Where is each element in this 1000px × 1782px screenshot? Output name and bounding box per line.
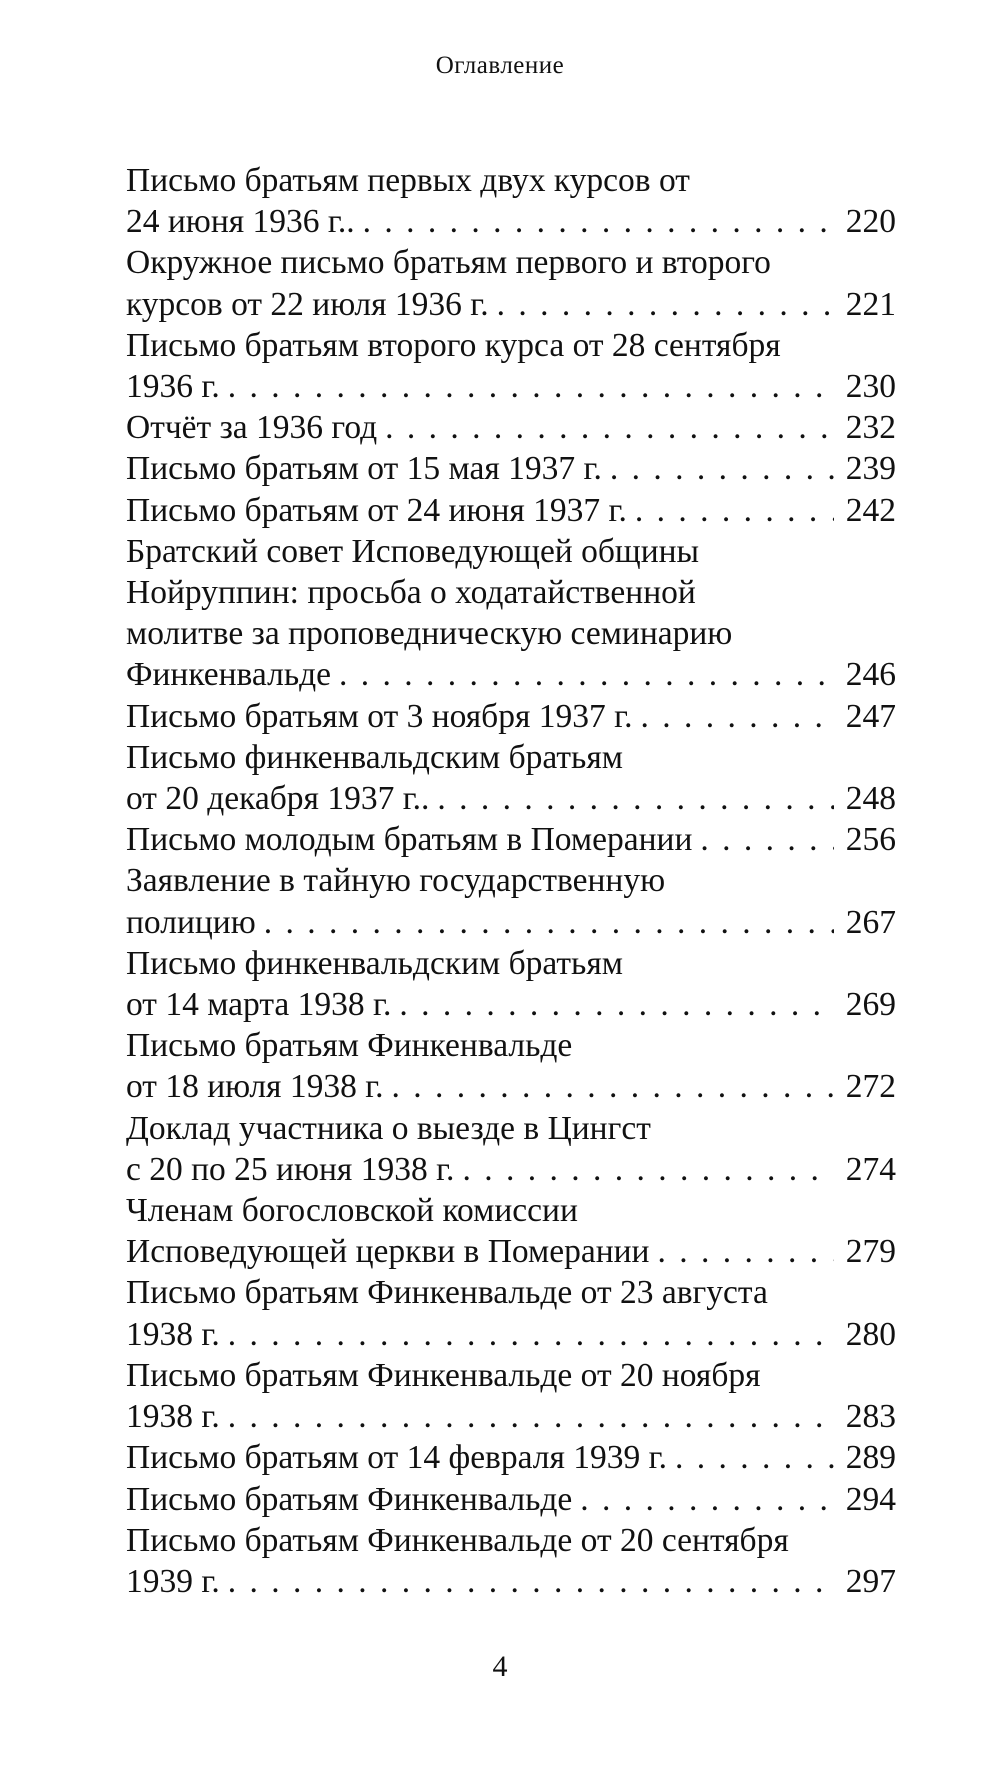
dot-leader bbox=[384, 1066, 834, 1107]
toc-entry-title-line: Письмо братьям Финкенвальде от 20 ноября bbox=[126, 1356, 761, 1394]
toc-entry-last-line bbox=[126, 1314, 896, 1355]
dot-leader bbox=[667, 1437, 834, 1478]
toc-entry-title-line: от 20 декабря 1937 г.. bbox=[126, 780, 430, 818]
toc-entry bbox=[126, 860, 896, 942]
toc-entry bbox=[126, 1437, 896, 1478]
toc-entry-title-line: Письмо братьям от 15 мая 1937 г. bbox=[126, 450, 602, 488]
toc-entry-page-number: 247 bbox=[845, 697, 896, 735]
toc-entry-last-line bbox=[126, 490, 896, 531]
toc-entry-page-number: 246 bbox=[845, 656, 896, 694]
toc-entry-title-line: полицию bbox=[126, 903, 256, 941]
toc-entry-title-line: Письмо братьям от 14 февраля 1939 г. bbox=[126, 1439, 668, 1477]
page-number: 4 bbox=[492, 1650, 508, 1683]
toc-entry-last-line bbox=[126, 448, 896, 489]
toc-entry bbox=[126, 407, 896, 448]
toc-entry-title-line: с 20 по 25 июня 1938 г. bbox=[126, 1150, 455, 1188]
toc-entry-title-line: Финкенвальде bbox=[126, 656, 332, 694]
toc-entry-title-line: Письмо финкенвальдским братьям bbox=[126, 944, 623, 982]
toc-entry bbox=[126, 737, 896, 819]
toc-entry bbox=[126, 490, 896, 531]
dot-leader bbox=[454, 1149, 834, 1190]
toc-entry-last-line bbox=[126, 1561, 896, 1602]
toc-entry-page-number: 242 bbox=[845, 491, 896, 529]
toc-entry-title-line: Письмо финкенвальдским братьям bbox=[126, 738, 623, 776]
toc-entry-title-line: Нойруппин: просьба о ходатайственной bbox=[126, 574, 696, 612]
toc-entry-title-line: Заявление в тайную государственную bbox=[126, 862, 666, 900]
toc-entry-last-line bbox=[126, 201, 896, 242]
toc-entry-last-line bbox=[126, 819, 896, 860]
toc-entry-title-line: Письмо братьям Финкенвальде от 23 августа bbox=[126, 1274, 768, 1312]
toc-entry-page-number: 274 bbox=[845, 1150, 896, 1188]
toc-entry-title-line: курсов от 22 июля 1936 г. bbox=[126, 285, 489, 323]
toc-entry bbox=[126, 1272, 896, 1354]
toc-entry-last-line bbox=[126, 1479, 896, 1520]
toc-entry-page-number: 283 bbox=[845, 1398, 896, 1436]
toc-entry-title-line: 1938 г. bbox=[126, 1398, 220, 1436]
toc-entry-title-line: Письмо братьям Финкенвальде bbox=[126, 1480, 573, 1518]
dot-leader bbox=[632, 696, 834, 737]
toc-entry bbox=[126, 819, 896, 860]
toc-entry-title-line: 1938 г. bbox=[126, 1315, 220, 1353]
toc-entry bbox=[126, 696, 896, 737]
toc-entry-title-line: от 18 июля 1938 г. bbox=[126, 1068, 384, 1106]
toc-entry-title-line: Отчёт за 1936 год bbox=[126, 409, 378, 447]
toc-entry-title-line: Письмо молодым братьям в Померании bbox=[126, 821, 693, 859]
toc-entry bbox=[126, 325, 896, 407]
dot-leader bbox=[220, 1314, 834, 1355]
toc-entry-page-number: 279 bbox=[845, 1233, 896, 1271]
dot-leader bbox=[220, 366, 834, 407]
toc-entry-last-line bbox=[126, 654, 896, 695]
dot-leader bbox=[692, 819, 834, 860]
dot-leader bbox=[331, 654, 834, 695]
toc-entry bbox=[126, 160, 896, 242]
running-head: Оглавление bbox=[435, 52, 565, 79]
toc-entry-last-line bbox=[126, 284, 896, 325]
toc-entry-last-line bbox=[126, 1149, 896, 1190]
toc-entry-page-number: 221 bbox=[845, 285, 896, 323]
toc-entry-last-line bbox=[126, 407, 896, 448]
toc-entry-title-line: Письмо братьям второго курса от 28 сентября bbox=[126, 326, 781, 364]
toc-entry-last-line bbox=[126, 1396, 896, 1437]
toc-entry-title-line: 1939 г. bbox=[126, 1562, 220, 1600]
toc-entry-title-line: от 14 марта 1938 г. bbox=[126, 986, 392, 1024]
toc-entry-title-line: Исповедующей церкви в Померании bbox=[126, 1233, 650, 1271]
toc-entry-page-number: 272 bbox=[845, 1068, 896, 1106]
toc-entry-last-line bbox=[126, 778, 896, 819]
dot-leader bbox=[391, 984, 834, 1025]
toc-entry-page-number: 248 bbox=[845, 780, 896, 818]
toc-entry-title-line: 1936 г. bbox=[126, 368, 220, 406]
toc-entry-last-line bbox=[126, 696, 896, 737]
toc-entry-title-line: Доклад участника о выезде в Цингст bbox=[126, 1109, 651, 1147]
dot-leader bbox=[256, 902, 834, 943]
dot-leader bbox=[377, 407, 834, 448]
toc-entry bbox=[126, 1190, 896, 1272]
toc-entry-last-line bbox=[126, 1066, 896, 1107]
toc-entry-title-line: 24 июня 1936 г.. bbox=[126, 203, 355, 241]
toc-entry-title-line: Окружное письмо братьям первого и второго bbox=[126, 244, 771, 282]
dot-leader bbox=[429, 778, 834, 819]
dot-leader bbox=[220, 1396, 834, 1437]
toc-entry bbox=[126, 1108, 896, 1190]
dot-leader bbox=[489, 284, 834, 325]
toc-entry bbox=[126, 242, 896, 324]
toc-entry-page-number: 269 bbox=[845, 986, 896, 1024]
toc-entry-page-number: 232 bbox=[845, 409, 896, 447]
toc-entry bbox=[126, 943, 896, 1025]
toc-entry bbox=[126, 1479, 896, 1520]
dot-leader bbox=[602, 448, 834, 489]
toc-entry bbox=[126, 531, 896, 696]
toc-entry-title-line: Письмо братьям Финкенвальде от 20 сентября bbox=[126, 1521, 789, 1559]
toc-entry-title-line: молитве за проповедническую семинарию bbox=[126, 615, 733, 653]
toc-entry-page-number: 256 bbox=[845, 821, 896, 859]
toc-entry-title-line: Письмо братьям от 24 июня 1937 г. bbox=[126, 491, 627, 529]
toc-entry-title-line: Письмо братьям от 3 ноября 1937 г. bbox=[126, 697, 633, 735]
toc-entry-last-line bbox=[126, 902, 896, 943]
toc-entry-last-line bbox=[126, 366, 896, 407]
toc-entry bbox=[126, 1355, 896, 1437]
table-of-contents bbox=[126, 160, 896, 1602]
dot-leader bbox=[355, 201, 834, 242]
toc-entry-title-line: Письмо братьям первых двух курсов от bbox=[126, 162, 690, 199]
toc-entry-page-number: 239 bbox=[845, 450, 896, 488]
toc-entry-title-line: Членам богословской комиссии bbox=[126, 1192, 578, 1230]
toc-entry-page-number: 280 bbox=[845, 1315, 896, 1353]
toc-entry-page-number: 297 bbox=[845, 1562, 896, 1600]
dot-leader bbox=[220, 1561, 834, 1602]
toc-entry-title-line: Братский совет Исповедующей общины bbox=[126, 532, 700, 570]
toc-entry-page-number: 267 bbox=[845, 903, 896, 941]
toc-entry-last-line bbox=[126, 1231, 896, 1272]
dot-leader bbox=[572, 1479, 834, 1520]
toc-entry-page-number: 294 bbox=[845, 1480, 896, 1518]
toc-entry-page-number: 220 bbox=[845, 203, 896, 241]
toc-entry-page-number: 289 bbox=[845, 1439, 896, 1477]
toc-entry bbox=[126, 1520, 896, 1602]
toc-entry-page-number: 230 bbox=[845, 368, 896, 406]
toc-entry-title-line: Письмо братьям Финкенвальде bbox=[126, 1027, 573, 1065]
dot-leader bbox=[627, 490, 834, 531]
toc-entry-last-line bbox=[126, 984, 896, 1025]
toc-entry bbox=[126, 448, 896, 489]
toc-entry-last-line bbox=[126, 1437, 896, 1478]
dot-leader bbox=[650, 1231, 835, 1272]
toc-entry bbox=[126, 1025, 896, 1107]
